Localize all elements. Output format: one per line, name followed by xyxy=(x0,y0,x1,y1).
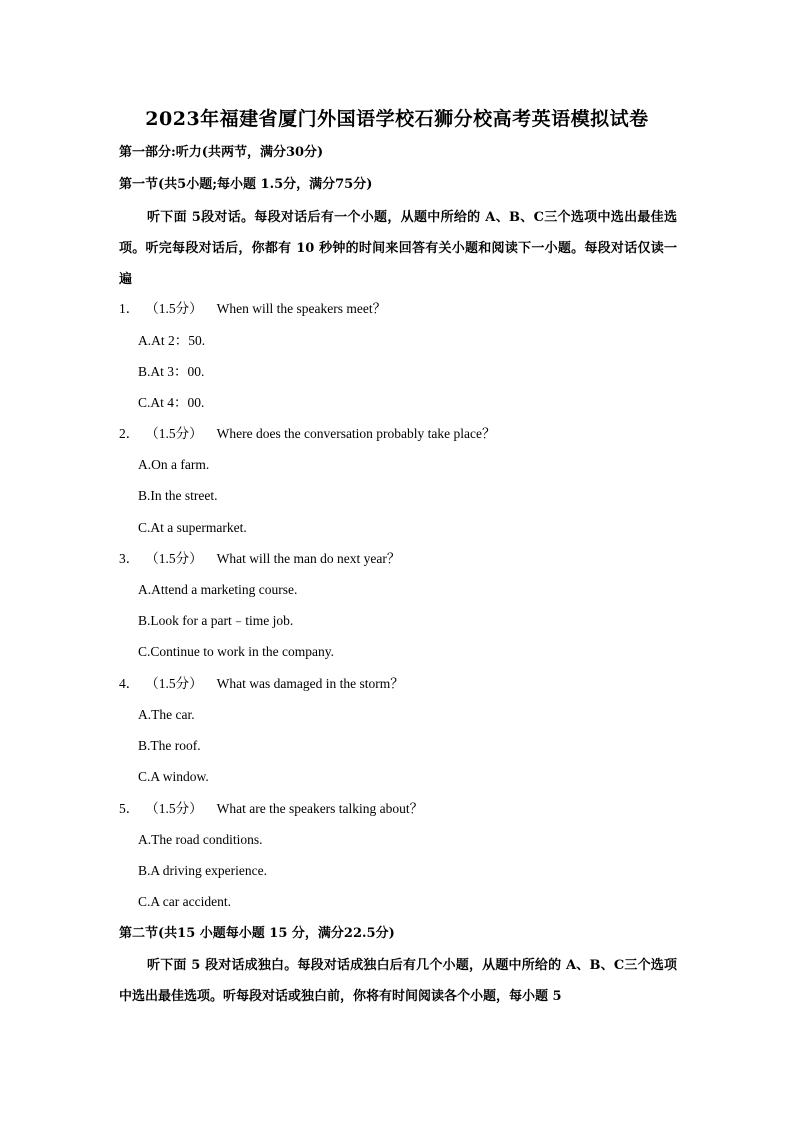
question-3 xyxy=(119,550,400,568)
section2-instructions: 听下面 5 段对话成独白。每段对话成独白后有几个小题，从题中所给的 A、B、C三个选项中选出最佳选项。听每段对话或独白前，你将有时间阅读各个小题，每小题 5 xyxy=(119,958,677,1004)
question-number: 1． xyxy=(119,301,140,316)
section1-instructions: 听下面 5段对话。每段对话后有一个小题，从题中所给的 A、B、C三个选项中选出最佳选项。听完每段对话后，你都有 10 秒钟的时间来回答有关小题和阅读下一小题。每段对话仅读一遍 xyxy=(119,210,677,287)
option-5c: C.A car accident. xyxy=(138,894,231,909)
question-1 xyxy=(119,300,386,318)
option-2b: B.In the street. xyxy=(138,488,218,503)
page-title: 2023年福建省厦门外国语学校石狮分校高考英语模拟试卷 xyxy=(145,108,649,130)
question-number: 4． xyxy=(119,676,140,691)
part1-heading: 第一部分:听力(共两节，满分30分) xyxy=(119,145,324,160)
question-score: （1.5分） xyxy=(145,551,203,566)
question-score: （1.5分） xyxy=(145,301,203,316)
question-4 xyxy=(119,675,404,693)
option-5a: A.The road conditions. xyxy=(138,832,263,847)
question-number: 2． xyxy=(119,426,140,441)
option-1b: B.At 3：00. xyxy=(138,364,205,379)
option-1c: C.At 4：00. xyxy=(138,395,205,410)
option-3c: C.Continue to work in the company. xyxy=(138,644,334,659)
question-2 xyxy=(119,425,496,443)
option-5b: B.A driving experience. xyxy=(138,863,267,878)
question-number: 3． xyxy=(119,551,140,566)
question-text: When will the speakers meet？ xyxy=(216,301,387,316)
question-score: （1.5分） xyxy=(145,676,203,691)
option-1a: A.At 2：50. xyxy=(138,333,206,348)
question-text: Where does the conversation probably take place？ xyxy=(216,426,496,441)
question-number: 5． xyxy=(119,801,140,816)
option-4a: A.The car. xyxy=(138,707,195,722)
question-text: What will the man do next year？ xyxy=(216,551,401,566)
option-3b: B.Look for a part﹣time job. xyxy=(138,613,294,628)
question-5 xyxy=(119,800,423,818)
question-score: （1.5分） xyxy=(145,426,203,441)
option-3a: A.Attend a marketing course. xyxy=(138,582,298,597)
section2-heading: 第二节(共15 小题每小题 15 分，满分22.5分) xyxy=(119,926,395,941)
question-score: （1.5分） xyxy=(145,801,203,816)
option-4c: C.A window. xyxy=(138,769,209,784)
option-4b: B.The roof. xyxy=(138,738,201,753)
option-2c: C.At a supermarket. xyxy=(138,520,247,535)
option-2a: A.On a farm. xyxy=(138,457,210,472)
question-text: What was damaged in the storm？ xyxy=(216,676,404,691)
section1-heading: 第一节(共5小题;每小题 1.5分，满分75分) xyxy=(119,177,373,192)
question-text: What are the speakers talking about？ xyxy=(216,801,424,816)
